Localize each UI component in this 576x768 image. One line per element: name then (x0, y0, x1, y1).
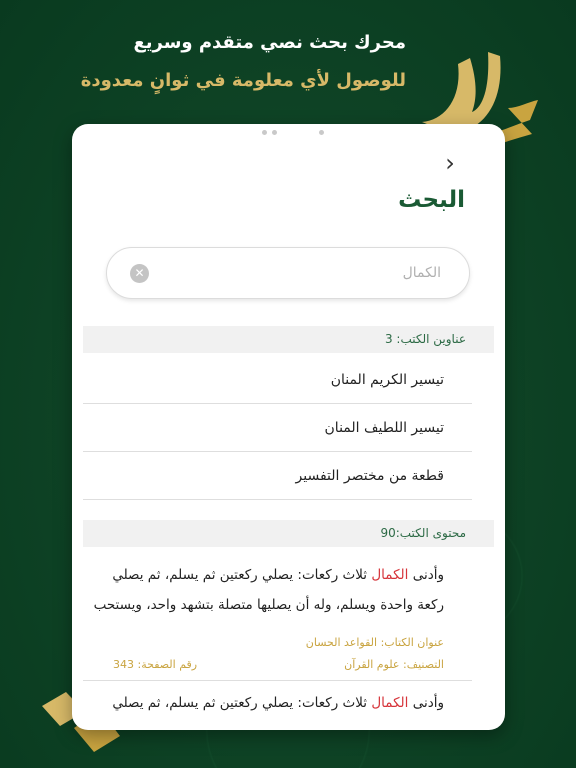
book-title-label: تيسير اللطيف المنان (324, 420, 444, 436)
result-category: التصنيف: علوم القرآن (344, 658, 444, 671)
search-input[interactable] (159, 260, 441, 286)
chevron-right-icon[interactable]: › (445, 149, 455, 177)
clear-icon[interactable]: ✕ (130, 264, 149, 283)
headline-sub: للوصول لأي معلومة في ثوانٍ معدودة (80, 70, 406, 91)
book-title-label: تيسير الكريم المنان (330, 372, 444, 388)
status-dots (262, 130, 324, 135)
result-snippet-line: وأدنى الكمال ثلاث ركعات: يصلي ركعتين ثم يسلم، ثم يصلي (112, 567, 444, 583)
result-book-title: عنوان الكتاب: القواعد الحسان (305, 636, 444, 649)
headline-main: محرك بحث نصي متقدم وسريع (133, 32, 406, 53)
titles-section-header: عناوين الكتب: 3 (83, 326, 494, 353)
page-title: البحث (398, 187, 465, 213)
result-snippet-line: ركعة واحدة ويسلم، وله أن يصليها متصلة بتشهد واحد، ويستحب (93, 597, 444, 613)
divider (83, 680, 472, 681)
search-highlight: الكمال (371, 695, 409, 711)
result-snippet-line: وأدنى الكمال ثلاث ركعات: يصلي ركعتين ثم يسلم، ثم يصلي (112, 695, 444, 711)
content-result-item[interactable] (83, 560, 472, 676)
book-title-row[interactable] (83, 404, 472, 452)
content-section-header: محتوى الكتب:90 (83, 520, 494, 547)
book-title-row[interactable] (83, 356, 472, 404)
result-page-number: رقم الصفحة: 343 (113, 658, 198, 671)
search-screen-card (72, 124, 505, 730)
book-title-row[interactable] (83, 452, 472, 500)
content-result-item[interactable] (83, 688, 472, 718)
search-bar (106, 247, 470, 299)
book-title-label: قطعة من مختصر التفسير (295, 468, 444, 484)
search-highlight: الكمال (371, 567, 409, 583)
